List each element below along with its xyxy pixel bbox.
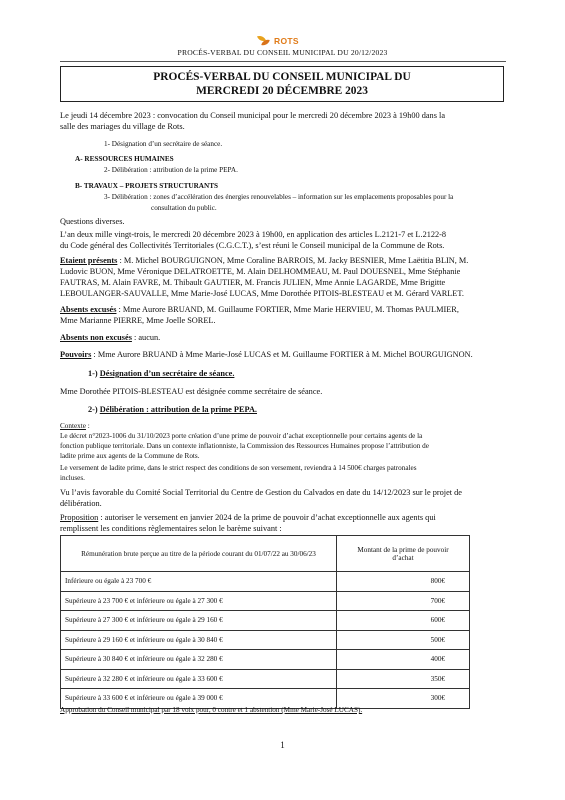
bareme-table [60, 535, 470, 709]
convocation-line-2: salle des mariages du village de Rots. [60, 122, 185, 131]
section-1-text: Mme Dorothée PITOIS-BLESTEAU est désignée comme secrétaire de séance. [60, 387, 323, 396]
proxies-line: Pouvoirs : Mme Aurore BRUAND à Mme Marie-José LUCAS et M. Guillaume FORTIER à M. Michel BOURGUIGNON. [60, 350, 473, 359]
present-label: Etaient présents [60, 256, 118, 265]
proposition-label: Proposition [60, 513, 99, 522]
section-2-heading: 2-) Délibération : attribution de la prime PEPA. [88, 405, 258, 414]
context-line-3: ladite prime aux agents de la Commune de Rots. [60, 452, 200, 460]
agenda-item-3-line-1: 3- Délibération : zones d’accélération des énergies renouvelables – information sur les emplacements proposables pour la [104, 193, 454, 201]
table-row: Supérieure à 33 600 € et inférieure ou égale à 39 000 € 300€ [61, 689, 470, 709]
page-number: 1 [280, 740, 285, 750]
context-line-5: incluses. [60, 474, 85, 482]
agenda-item-2: 2- Délibération : attribution de la prime PEPA. [104, 166, 238, 174]
rots-logo [258, 34, 299, 48]
section-1-heading: 1-) Désignation d’un secrétaire de séance. [88, 369, 235, 378]
questions-diverses: Questions diverses. [60, 217, 125, 226]
present-line-1: Etaient présents : M. Michel BOURGUIGNON, Mme Coraline BARROIS, M. Jacky BESNIER, Mme Laëtitia BLIN, M. [60, 256, 469, 265]
table-header-remuneration: Rémunération brute perçue au titre de la période courant du 01/07/22 au 30/06/23 [61, 536, 337, 572]
present-line-2: Ludovic BUON, Mme Véronique DELATROETTE, M. Alain DELHOMMEAU, M. Paul DOUESNEL, Mme Stéphanie [60, 267, 461, 276]
table-header-montant: Montant de la prime de pouvoir d’achat [337, 536, 470, 572]
absent-label: Absents non excusés [60, 333, 132, 342]
logo-text: ROTS [274, 36, 299, 46]
context-line-2: fonction publique territoriale. Dans un contexte inflationniste, la Commission des Ressources Humaines propose l’attribution de [60, 442, 429, 450]
avis-line-1: Vu l’avis favorable du Comité Social Territorial du Centre de Gestion du Calvados en date du 14/12/2023 sur le projet de [60, 488, 462, 497]
context-line-4: Le versement de ladite prime, dans le strict respect des conditions de son versement, reviendra à 14 500€ charges patronales [60, 464, 417, 472]
table-row: Supérieure à 29 160 € et inférieure ou égale à 30 840 € 500€ [61, 630, 470, 650]
vote-result: Approbation du Conseil municipal par 18 voix pour, 0 contre et 1 abstention (Mme Marie-José LUCAS). [60, 706, 363, 714]
agenda-section-a: A- RESSOURCES HUMAINES [75, 155, 174, 163]
agenda-item-3-line-2: consultation du public. [151, 204, 217, 212]
absent-line: Absents non excusés : aucun. [60, 333, 161, 342]
avis-line-2: délibération. [60, 499, 102, 508]
header-divider [60, 61, 506, 62]
table-row: Inférieure ou égale à 23 700 € 800€ [61, 572, 470, 592]
agenda-item-1: 1- Désignation d’un secrétaire de séance. [104, 140, 223, 148]
context-line-1: Le décret n°2023-1006 du 31/10/2023 porte création d’une prime de pouvoir d’achat exceptionnelle pour certains agents de la [60, 432, 423, 440]
title-line-2: MERCREDI 20 DÉCEMBRE 2023 [196, 85, 368, 97]
table-row: Supérieure à 30 840 € et inférieure ou égale à 32 280 € 400€ [61, 650, 470, 670]
opening-line-1: L’an deux mille vingt-trois, le mercredi 20 décembre 2023 à 19h00, en application des articles L.2121-7 et L.2122-8 [60, 230, 447, 239]
rots-logo-icon [258, 35, 270, 47]
context-label: Contexte : [60, 422, 90, 430]
convocation-line-1: Le jeudi 14 décembre 2023 : convocation du Conseil municipal pour le mercredi 20 décembre 2023 à 19h00 dans la [60, 111, 445, 120]
agenda-section-b: B- TRAVAUX – PROJETS STRUCTURANTS [75, 182, 218, 190]
excused-line-2: Mme Marianne PIERRE, Mme Joelle SOREL. [60, 316, 216, 325]
title-line-1: PROCÉS-VERBAL DU CONSEIL MUNICIPAL DU [153, 71, 411, 83]
document-title [60, 66, 504, 102]
opening-line-2: du Code général des Collectivités Territoriales (C.G.C.T.), s’est réuni le Conseil municipal de la Commune de Rots. [60, 241, 445, 250]
table-row: Supérieure à 32 280 € et inférieure ou égale à 33 600 € 350€ [61, 669, 470, 689]
proxies-label: Pouvoirs [60, 350, 92, 359]
running-title: PROCÉS-VERBAL DU CONSEIL MUNICIPAL DU 20/12/2023 [177, 48, 388, 57]
table-row: Supérieure à 27 300 € et inférieure ou égale à 29 160 € 600€ [61, 611, 470, 631]
excused-label: Absents excusés [60, 305, 117, 314]
table-header-row [61, 536, 470, 572]
proposition-line-1: Proposition : autoriser le versement en janvier 2024 de la prime de pouvoir d’achat exceptionnelle aux agents qui [60, 513, 436, 522]
table-row: Supérieure à 23 700 € et inférieure ou égale à 27 300 € 700€ [61, 591, 470, 611]
present-line-3: FAUTRAS, M. Alain FAVRE, M. Thibault GAUTIER, M. Francis JULIEN, Mme Annie LAGARDE, Mme Brigitte [60, 278, 446, 287]
proposition-line-2: remplissent les conditions règlementaires selon le barème suivant : [60, 524, 282, 533]
excused-line-1: Absents excusés : Mme Aurore BRUAND, M. Guillaume FORTIER, Mme Marie HERVIEU, M. Thomas PAULMIER, [60, 305, 459, 314]
present-line-4: LEBOULANGER-SAUVALLE, Mme Marie-José LUCAS, Mme Dorothée PITOIS-BLESTEAU et M. Gérard VARLET. [60, 289, 464, 298]
